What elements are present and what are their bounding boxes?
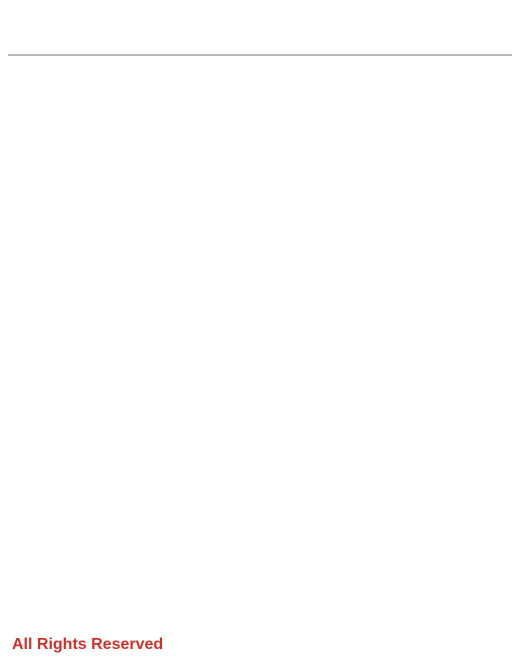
article-line [10, 135, 510, 159]
article-line [10, 354, 510, 378]
article-line [10, 402, 510, 426]
article-line [10, 499, 510, 523]
article-line [10, 208, 510, 232]
article-line [10, 378, 510, 402]
article-headline [12, 4, 508, 48]
article-line [10, 572, 510, 596]
article-line [10, 281, 510, 305]
article-line [10, 426, 510, 450]
page-footer [12, 630, 508, 660]
article-line [10, 451, 510, 475]
article-line [10, 305, 510, 329]
article-line [10, 597, 510, 621]
article-line [10, 548, 510, 572]
article-line [10, 256, 510, 280]
headline-divider [8, 54, 512, 56]
article-line [10, 111, 510, 135]
article-line [10, 183, 510, 207]
article-line [10, 159, 510, 183]
article-body [10, 62, 510, 622]
article-line [10, 475, 510, 499]
article-line [10, 329, 510, 353]
article-line [10, 86, 510, 110]
article-line [10, 524, 510, 548]
copyright-notice: All Rights Reserved [12, 636, 164, 653]
article-line [10, 232, 510, 256]
article-line [10, 62, 510, 86]
